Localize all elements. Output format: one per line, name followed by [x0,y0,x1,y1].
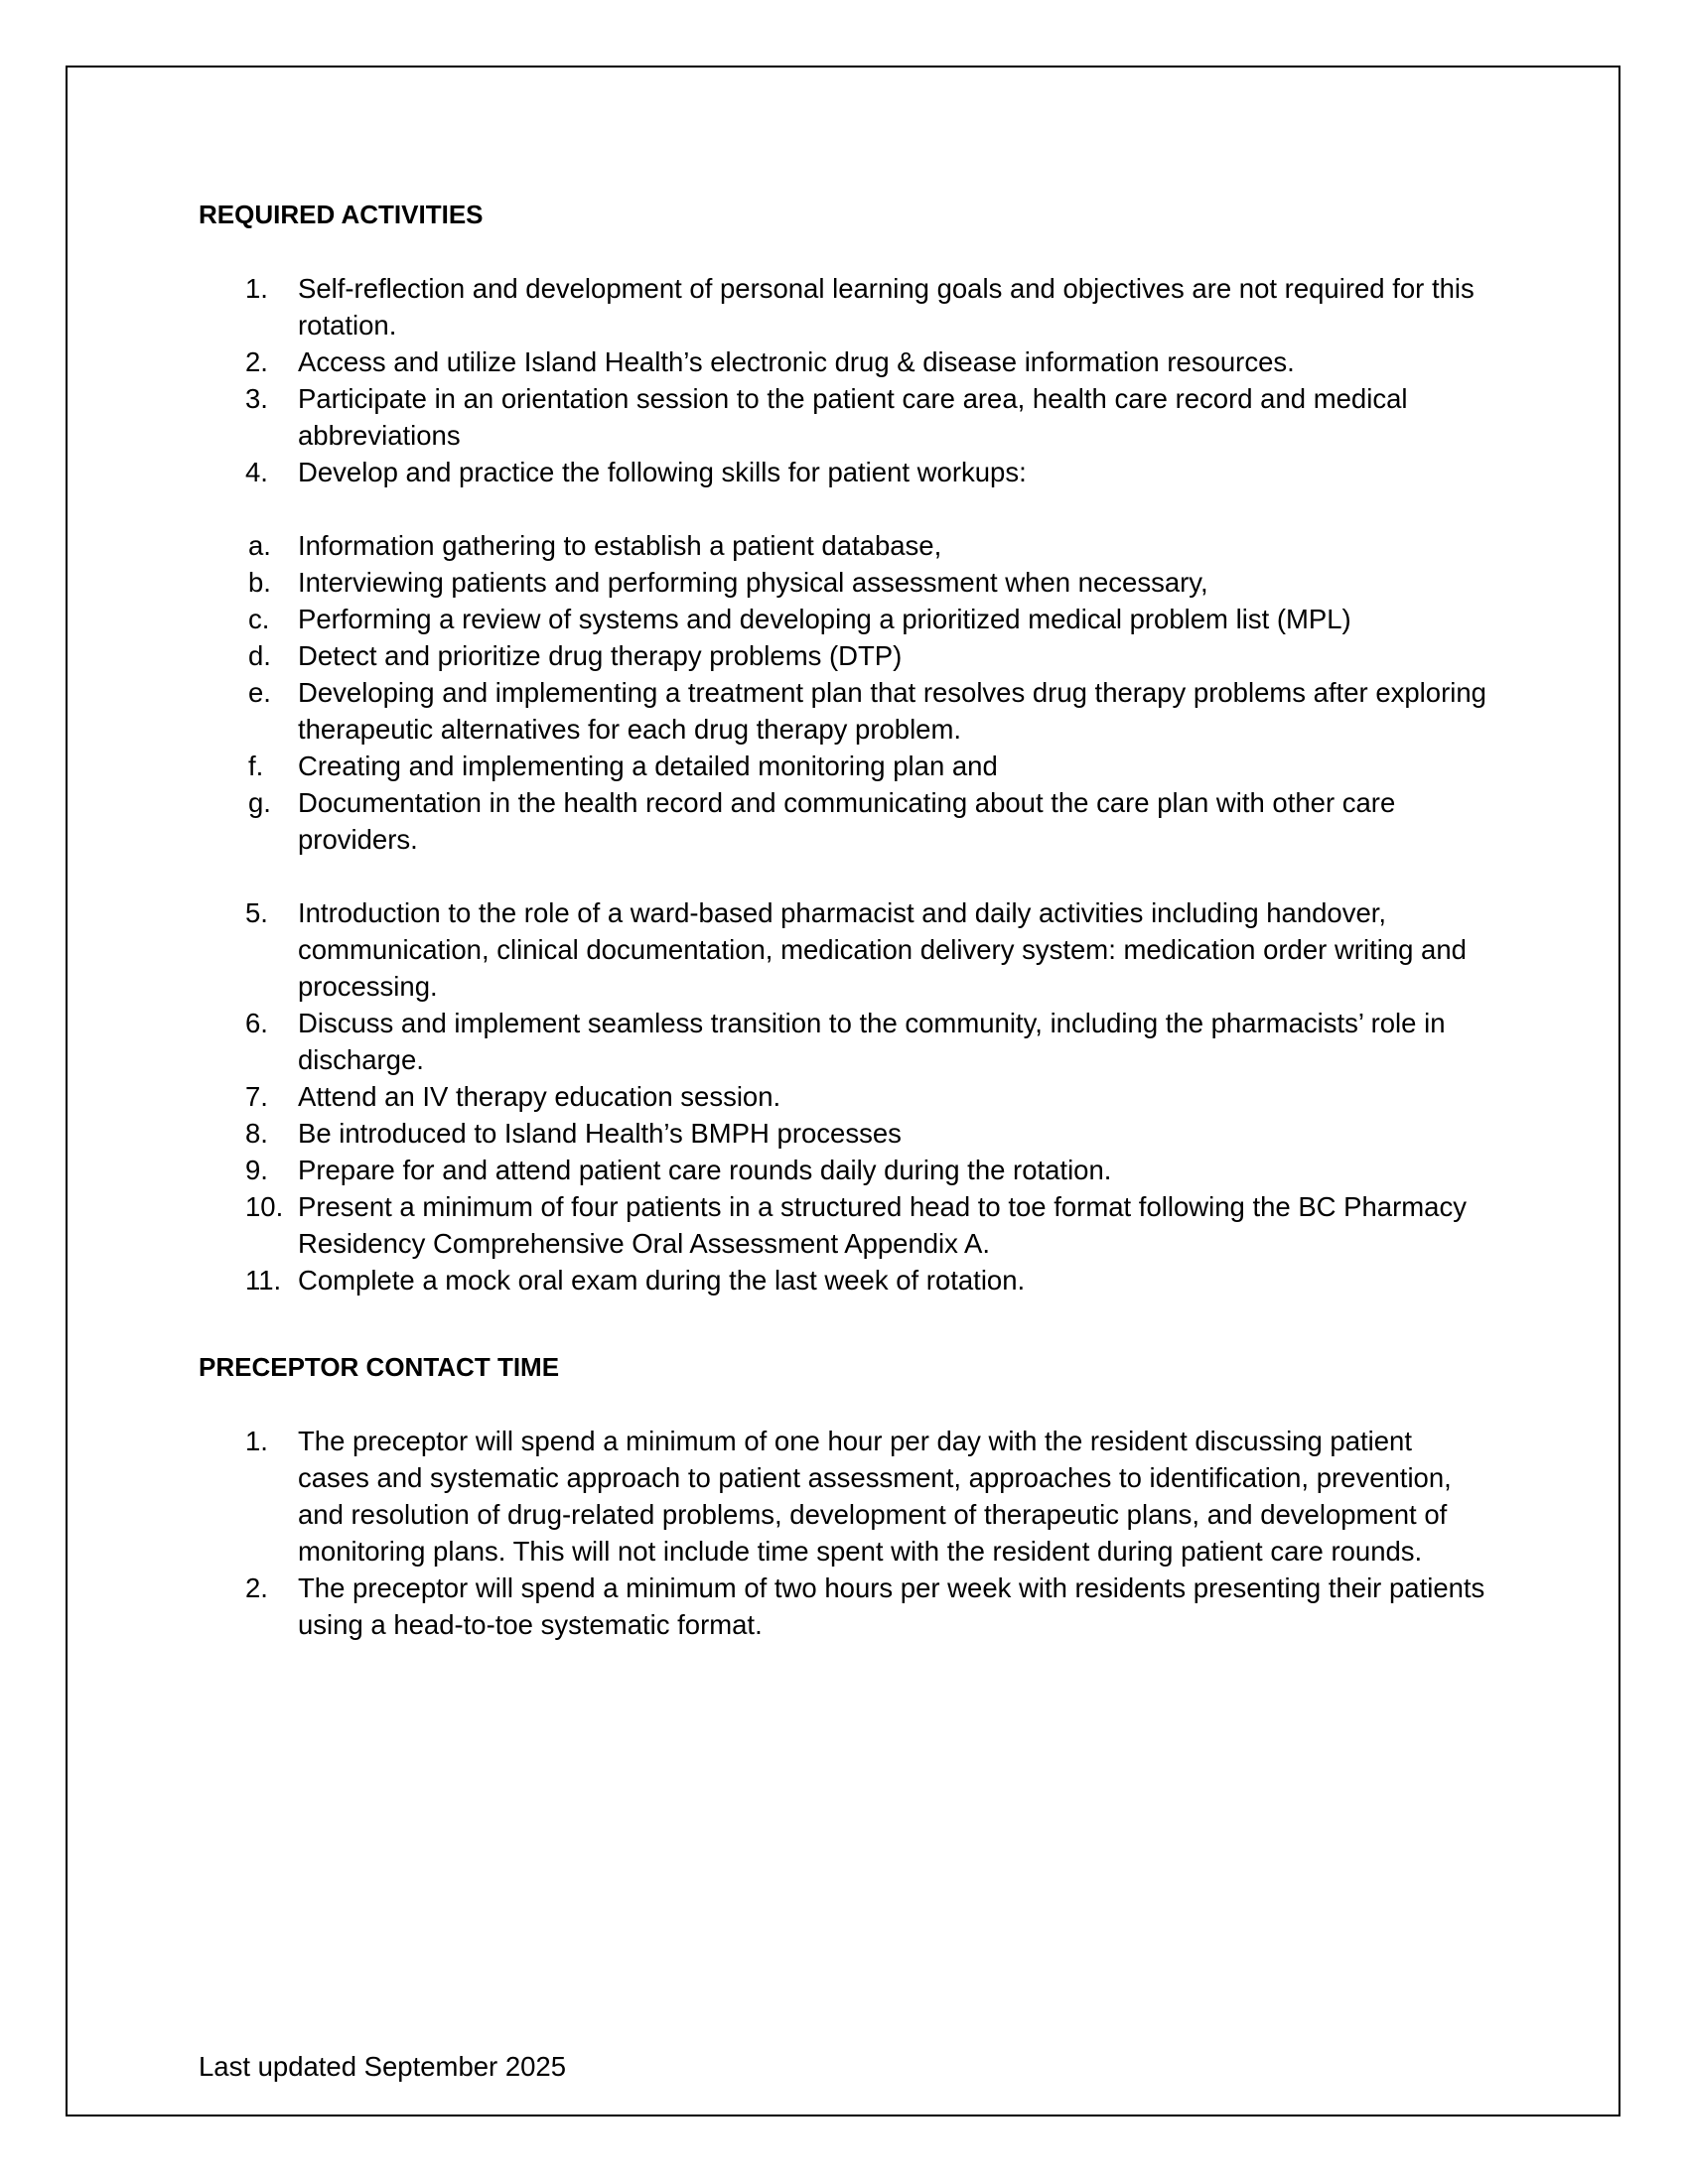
patient-workup-skills-list [199,527,1489,858]
list-number: 1. [245,1426,268,1456]
list-item-text: Develop and practice the following skills for patient workups: [298,457,1027,487]
preceptor-contact-time-list [199,1423,1489,1643]
sub-list-item-text: Developing and implementing a treatment plan that resolves drug therapy problems after exploring therapeutic alternatives for each drug therapy problem. [298,677,1486,745]
list-item-text: Access and utilize Island Health’s electronic drug & disease information resources. [298,346,1295,377]
sub-list-item [199,527,1489,564]
list-item-text: The preceptor will spend a minimum of one hour per day with the resident discussing patient cases and systematic approach to patient assessment, approaches to identification, prevention, and resolution of drug-related problems, development of therapeutic plans, and development of monitoring plans. This will not include time spent with the resident during patient care rounds. [298,1426,1452,1567]
list-item [199,894,1489,1005]
list-item [199,343,1489,380]
list-item [199,380,1489,454]
sub-list-item-text: Interviewing patients and performing physical assessment when necessary, [298,567,1208,598]
list-item [199,1570,1489,1643]
list-item [199,1262,1489,1298]
sub-list-item-text: Performing a review of systems and developing a prioritized medical problem list (MPL) [298,604,1351,634]
list-number: 5. [245,897,268,928]
list-number: 2. [245,1572,268,1603]
list-item-text: Participate in an orientation session to the patient care area, health care record and medical abbreviations [298,383,1408,451]
list-number: 4. [245,457,268,487]
list-item-text: Attend an IV therapy education session. [298,1081,781,1112]
list-number: 6. [245,1008,268,1038]
list-number: 11. [245,1265,282,1296]
list-number: 2. [245,346,268,377]
list-number: 9. [245,1155,268,1185]
sub-list-item [199,564,1489,601]
sub-list-letter: f. [248,751,264,781]
required-activities-list [199,270,1489,1298]
sub-list-item [199,674,1489,748]
list-item [199,1078,1489,1115]
sub-list-letter: c. [248,604,270,634]
sub-list-letter: b. [248,567,271,598]
list-item-text: Discuss and implement seamless transition to the community, including the pharmacists’ role in discharge. [298,1008,1446,1075]
sub-list-letter: a. [248,530,271,561]
list-item [199,270,1489,343]
list-item [199,1188,1489,1262]
list-number: 1. [245,273,268,304]
sub-list-letter: g. [248,787,271,818]
list-item-text: Self-reflection and development of personal learning goals and objectives are not required for this rotation. [298,273,1475,341]
sub-list-letter: d. [248,640,271,671]
list-item-text: Present a minimum of four patients in a structured head to toe format following the BC Pharmacy Residency Comprehensive Oral Assessment Appendix A. [298,1191,1467,1259]
list-item-text: Prepare for and attend patient care rounds daily during the rotation. [298,1155,1112,1185]
list-item-text: Be introduced to Island Health’s BMPH processes [298,1118,902,1149]
list-number: 7. [245,1081,268,1112]
list-item-text: Complete a mock oral exam during the last week of rotation. [298,1265,1026,1296]
list-number: 10. [245,1191,284,1222]
list-item [199,454,1489,858]
list-item [199,1152,1489,1188]
list-item-text: The preceptor will spend a minimum of two hours per week with residents presenting their patients using a head-to-toe systematic format. [298,1572,1485,1640]
list-number: 8. [245,1118,268,1149]
sub-list-item [199,637,1489,674]
sub-list-letter: e. [248,677,271,708]
list-number: 3. [245,383,268,414]
document-body [199,197,1489,1643]
preceptor-contact-time-heading: PRECEPTOR CONTACT TIME [199,1352,560,1382]
sub-list-item [199,601,1489,637]
list-item [199,1005,1489,1078]
list-item-text: Introduction to the role of a ward-based pharmacist and daily activities including handover, communication, clinical documentation, medication delivery system: medication order writing and processing. [298,897,1467,1002]
list-item [199,1423,1489,1570]
sub-list-item [199,784,1489,858]
required-activities-heading: REQUIRED ACTIVITIES [199,200,484,229]
sub-list-item-text: Creating and implementing a detailed monitoring plan and [298,751,998,781]
list-item [199,1115,1489,1152]
sub-list-item [199,748,1489,784]
sub-list-item-text: Documentation in the health record and communicating about the care plan with other care providers. [298,787,1396,855]
last-updated-footer: Last updated September 2025 [199,2051,567,2082]
sub-list-item-text: Detect and prioritize drug therapy problems (DTP) [298,640,903,671]
sub-list-item-text: Information gathering to establish a patient database, [298,530,942,561]
